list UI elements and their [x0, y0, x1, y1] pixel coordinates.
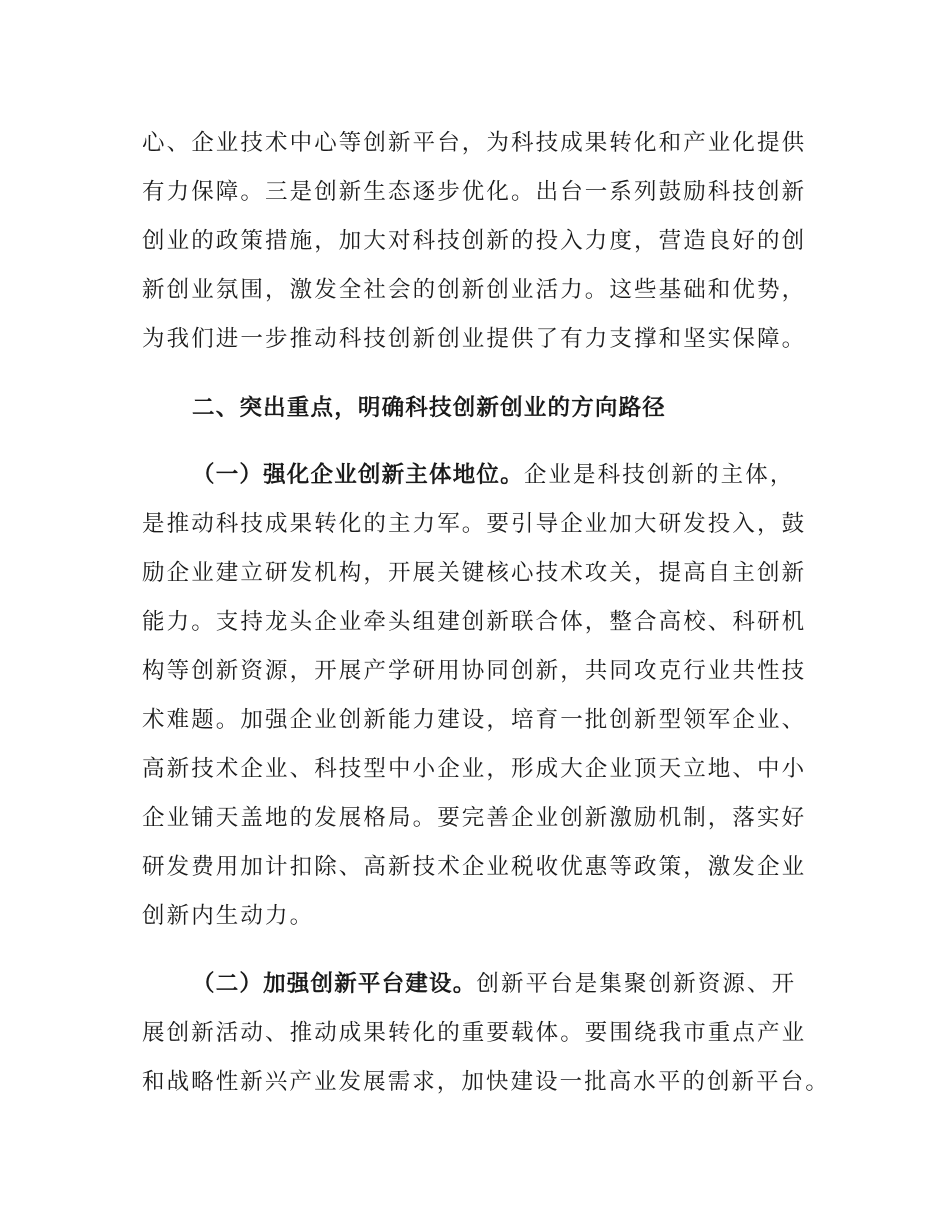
paragraph-line: 术难题。加强企业创新能力建设，培育一批创新型领军企业、	[142, 707, 807, 733]
subsection-first-line-text: 企业是科技创新的主体，	[523, 462, 795, 488]
subsection-first-line-text: 创新平台是集聚创新资源、开	[476, 971, 797, 997]
subsection-title: （一）强化企业创新主体地位。	[192, 462, 524, 488]
paragraph-line: 为我们进一步推动科技创新创业提供了有力支撑和坚实保障。	[142, 326, 807, 352]
paragraph-line: 企业铺天盖地的发展格局。要完善企业创新激励机制，落实好	[142, 805, 807, 831]
paragraph-line: 新创业氛围，激发全社会的创新创业活力。这些基础和优势，	[142, 277, 807, 303]
paragraph-line: 励企业建立研发机构，开展关键核心技术攻关，提高自主创新	[142, 560, 807, 586]
subsection-first-line	[192, 460, 794, 490]
paragraph-line: 研发费用加计扣除、高新技术企业税收优惠等政策，激发企业	[142, 854, 807, 880]
subsection-title: （二）加强创新平台建设。	[192, 971, 477, 997]
paragraph-line: 和战略性新兴产业发展需求，加快建设一批高水平的创新平台。	[142, 1069, 830, 1095]
paragraph-line: 构等创新资源，开展产学研用协同创新，共同攻克行业共性技	[142, 658, 807, 684]
paragraph-line: 能力。支持龙头企业牵头组建创新联合体，整合高校、科研机	[142, 609, 807, 635]
paragraph-line: 高新技术企业、科技型中小企业，形成大企业顶天立地、中小	[142, 756, 807, 782]
paragraph-line: 有力保障。三是创新生态逐步优化。出台一系列鼓励科技创新	[142, 179, 807, 205]
paragraph-line: 心、企业技术中心等创新平台，为科技成果转化和产业化提供	[142, 130, 807, 156]
paragraph-line: 创业的政策措施，加大对科技创新的投入力度，营造良好的创	[142, 228, 807, 254]
paragraph-line: 创新内生动力。	[142, 903, 315, 929]
paragraph-line: 展创新活动、推动成果转化的重要载体。要围绕我市重点产业	[142, 1020, 807, 1046]
section-heading: 二、突出重点，明确科技创新创业的方向路径	[192, 395, 667, 421]
paragraph-line: 是推动科技成果转化的主力军。要引导企业加大研发投入，鼓	[142, 511, 807, 537]
subsection-first-line	[192, 969, 796, 999]
